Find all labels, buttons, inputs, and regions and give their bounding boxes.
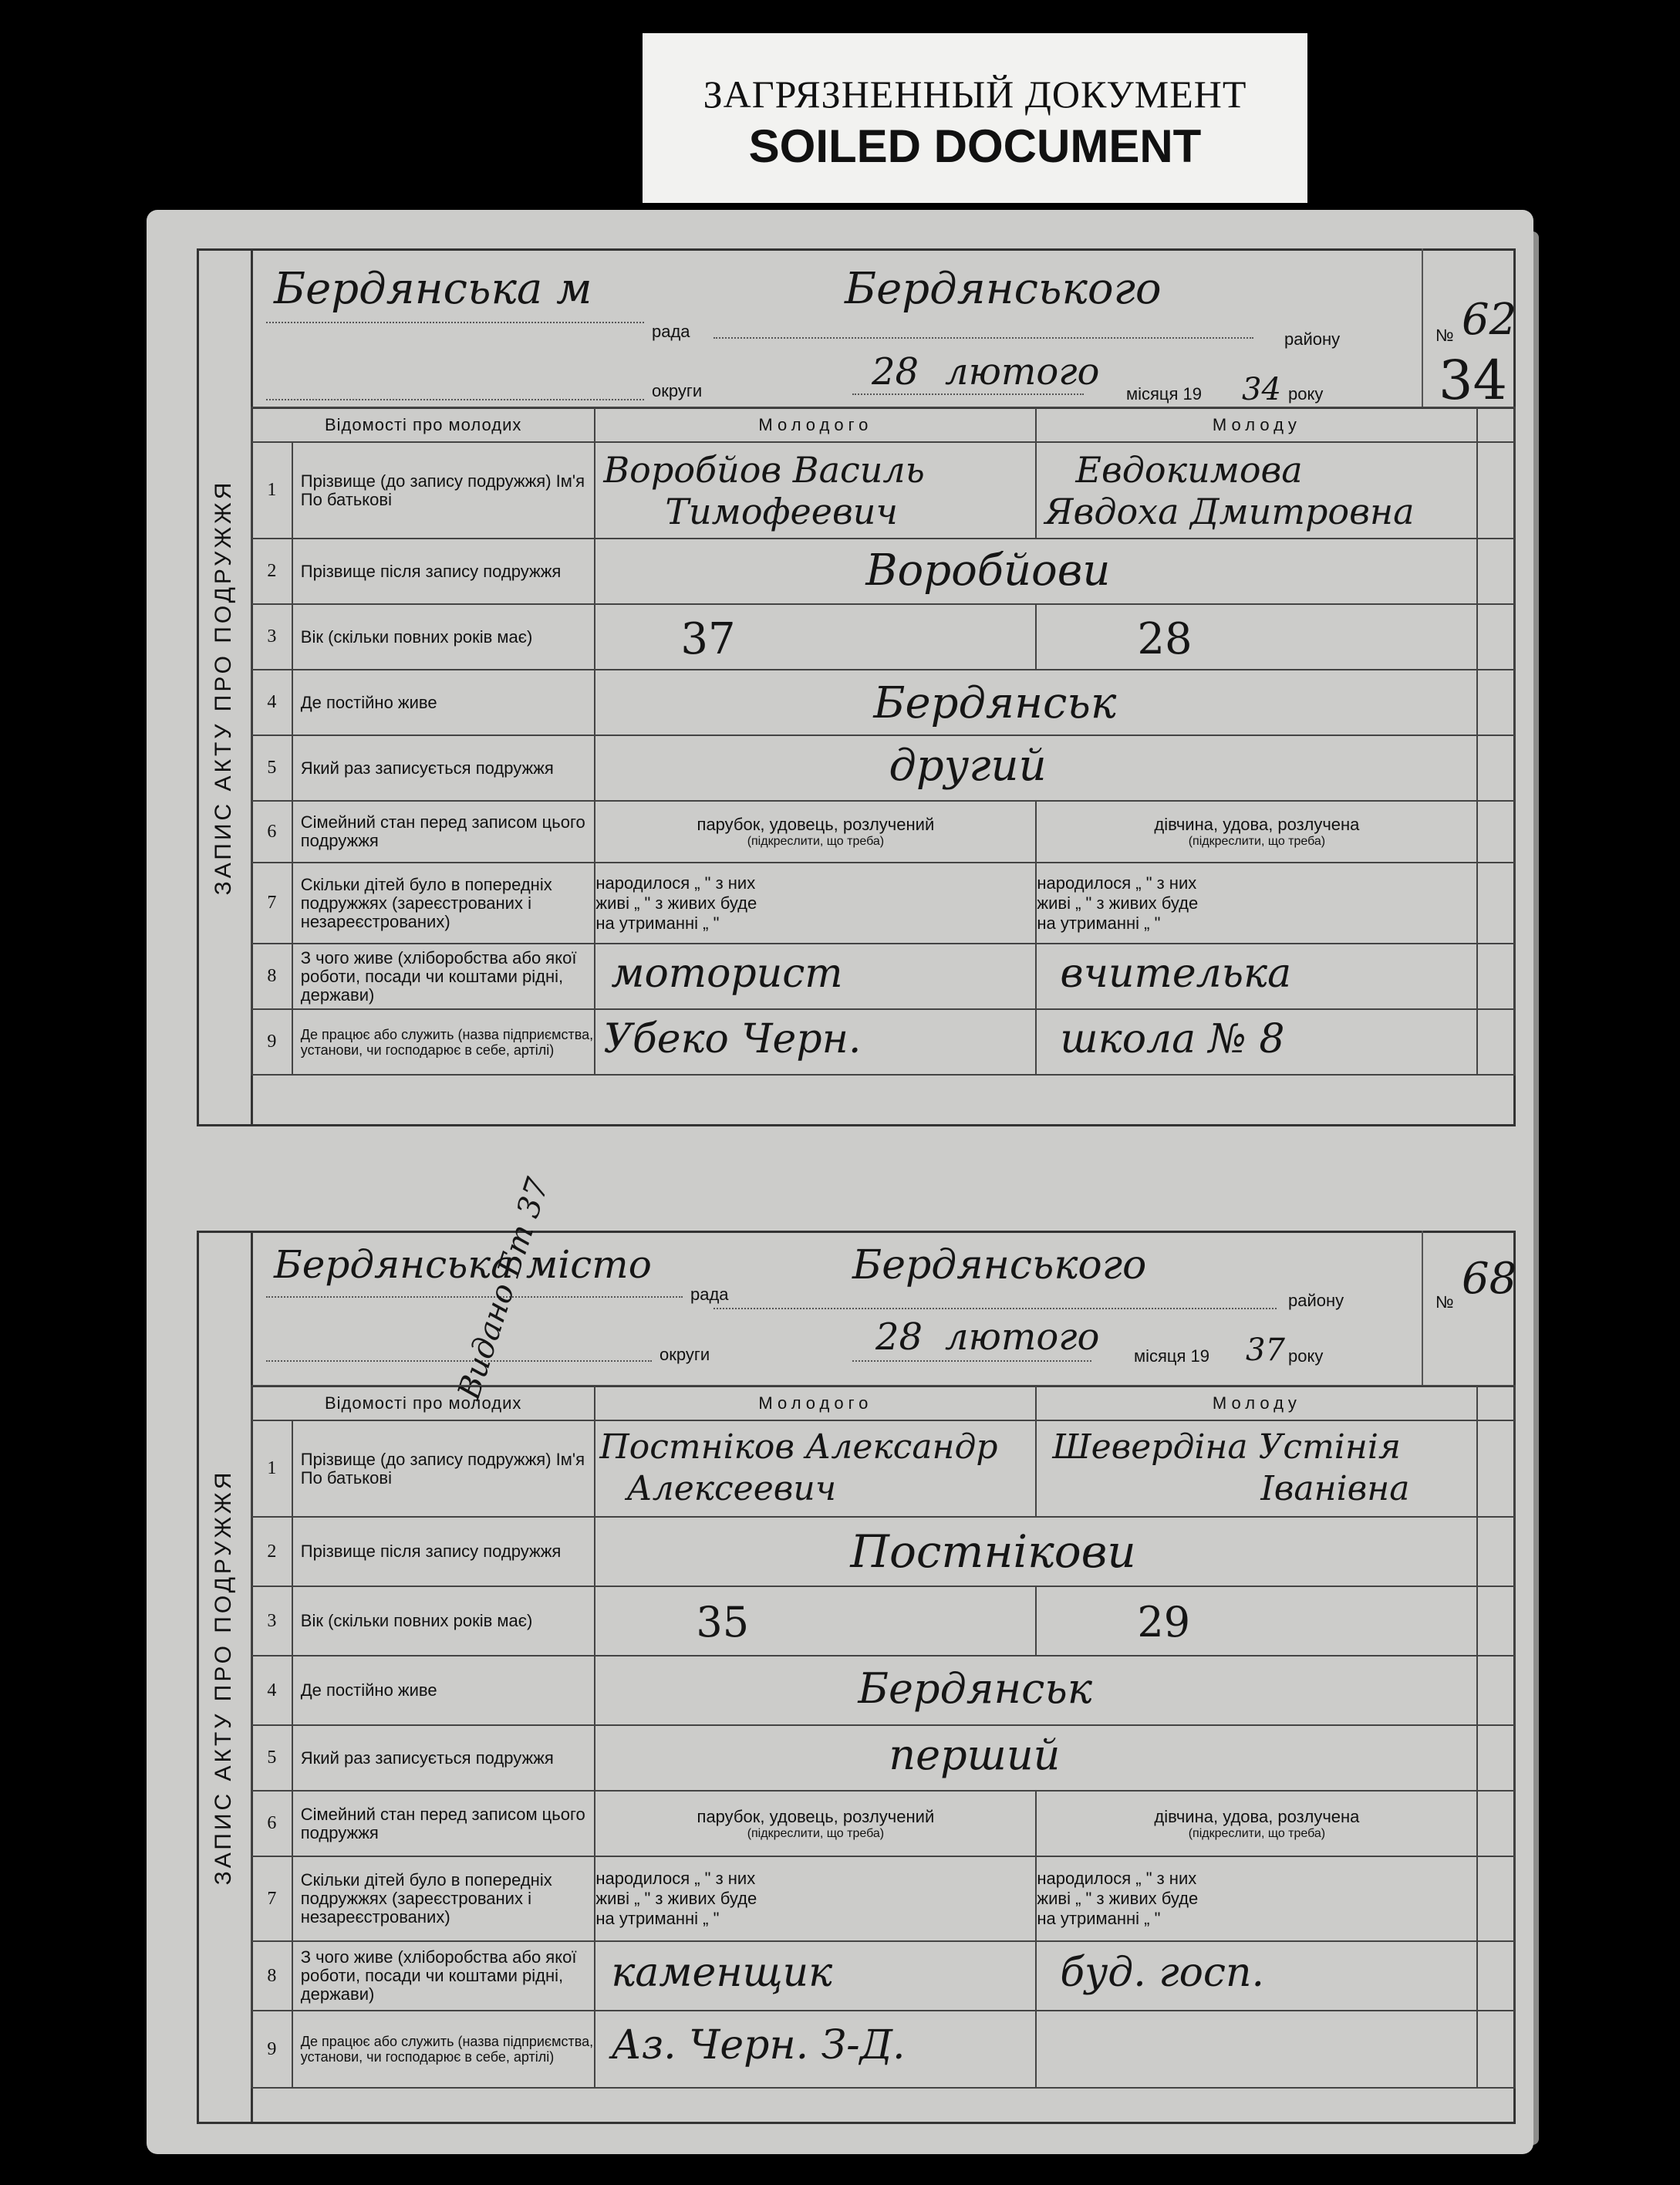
rayonu-label: району (1288, 1291, 1344, 1310)
bride-column-header: Молоду (1036, 1386, 1477, 1420)
row1-label: Прізвище (до запису подружжя) Ім'я По батькові (292, 1420, 595, 1517)
dotline (266, 399, 644, 400)
row-number: 3 (251, 604, 292, 670)
row6-label: Сімейний стан перед записом цього подружжя (292, 801, 595, 863)
row-number: 9 (251, 2011, 292, 2088)
margin-column (1477, 1725, 1515, 1791)
margin-column (1477, 1791, 1515, 1856)
number-value: 68 (1462, 1254, 1517, 1304)
groom-work: Аз. Черн. З-Д. (611, 2022, 906, 2068)
month-value: лютого (945, 350, 1100, 393)
groom-age: 35 (696, 1598, 750, 1646)
marriage-record-1 (197, 248, 1516, 1126)
groom-column-header: Молодого (595, 407, 1036, 442)
surname-after-cell (595, 539, 1477, 604)
row-number: 6 (251, 801, 292, 863)
bride-name: Іванівна (1260, 1469, 1410, 1508)
row9-label: Де працює або служить (назва підприємства, установи, чи господарює в себе, артілі) (292, 1009, 595, 1075)
number-label: № (1435, 326, 1454, 345)
dotline (266, 1360, 652, 1362)
row-number: 1 (251, 442, 292, 539)
margin-column (1477, 801, 1515, 863)
bride-work: школа № 8 (1060, 1016, 1285, 1062)
residence-cell (595, 670, 1477, 735)
stamp-russian: ЗАГРЯЗНЕННЫЙ ДОКУМЕНТ (703, 73, 1247, 116)
record-sidebar (197, 1231, 253, 2124)
margin-column (1477, 442, 1515, 539)
bride-column-header: Молоду (1036, 407, 1477, 442)
district-value: Бердянського (845, 264, 1162, 314)
sidebar-title: ЗАПИС АКТУ ПРО ПОДРУЖЖЯ (211, 1469, 236, 1886)
margin-column (1477, 1009, 1515, 1075)
groom-patronymic: Алексеевич (626, 1469, 837, 1508)
children-alive: живі „ " з живих буде (1037, 893, 1199, 913)
children-alive: живі „ " з живих буде (595, 1889, 757, 1908)
vidomosti-header: Відомості про молодих (251, 407, 595, 442)
row1-label: Прізвище (до запису подружжя) Ім'я По батькові (292, 442, 595, 539)
place-value: Бердянська місто (274, 1242, 652, 1287)
bride-age-cell (1036, 604, 1477, 670)
row7-label: Скільки дітей було в попередніх подружжях (зареєстрованих і незареєстрованих) (292, 1856, 595, 1941)
groom-occupation-cell (595, 944, 1036, 1009)
row4-label: Де постійно живе (292, 1656, 595, 1725)
row8-label: З чого живе (хліборобства або якої роботи, посади чи коштами рідні, держави) (292, 944, 595, 1009)
row8-label: З чого живе (хліборобства або якої роботи, посади чи коштами рідні, держави) (292, 1941, 595, 2011)
month-value: лютого (945, 1315, 1100, 1359)
groom-occupation: каменщик (611, 1950, 833, 1996)
dotline (852, 1360, 1091, 1362)
groom-name-cell (595, 442, 1036, 539)
row2-label: Прізвище після запису подружжя (292, 1517, 595, 1586)
record-table (251, 1385, 1516, 2089)
day-value: 28 (875, 1315, 923, 1359)
row6-label: Сімейний стан перед записом цього подружжя (292, 1791, 595, 1856)
groom-work-cell (595, 2011, 1036, 2088)
children-supported: на утриманні „ " (595, 1909, 720, 1928)
bride-status-cell (1036, 801, 1477, 863)
bride-status-hint: (підкреслити, що треба) (1188, 835, 1326, 848)
bride-occupation: буд. госп. (1060, 1950, 1265, 1996)
row4-label: Де постійно живе (292, 670, 595, 735)
row-number: 5 (251, 1725, 292, 1791)
margin-column (1477, 2011, 1515, 2088)
side-note: Видано Бт 37 (451, 1174, 556, 1404)
bride-age: 29 (1137, 1598, 1191, 1646)
groom-children-cell (595, 863, 1036, 944)
bride-surname: Евдокимова (1075, 449, 1303, 491)
bride-status-options: дівчина, удова, розлучена (1154, 815, 1360, 834)
month-label: місяця 19 (1134, 1346, 1210, 1366)
bride-children-cell (1036, 1856, 1477, 1941)
row-number: 4 (251, 670, 292, 735)
margin-column (1477, 1656, 1515, 1725)
residence: Бердянськ (873, 678, 1117, 728)
bride-status-hint: (підкреслити, що треба) (1188, 1826, 1326, 1840)
bride-status-options: дівчина, удова, розлучена (1154, 1806, 1360, 1826)
bride-name-cell (1036, 1420, 1477, 1517)
vidomosti-header: Відомості про молодих (251, 1386, 595, 1420)
row7-label: Скільки дітей було в попередніх подружжях (зареєстрованих і незареєстрованих) (292, 863, 595, 944)
groom-age-cell (595, 604, 1036, 670)
record-table (251, 407, 1516, 1076)
number-box (1422, 1231, 1516, 1385)
district-value: Бердянського (852, 1242, 1147, 1288)
margin-column (1477, 604, 1515, 670)
sidebar-title: ЗАПИС АКТУ ПРО ПОДРУЖЖЯ (211, 479, 236, 896)
row9-label: Де працює або служить (назва підприємства, установи, чи господарює в себе, артілі) (292, 2011, 595, 2088)
groom-name: Постніков Александр (599, 1427, 998, 1467)
groom-children-cell (595, 1856, 1036, 1941)
rada-label: рада (652, 322, 690, 341)
children-supported: на утриманні „ " (1037, 1909, 1161, 1928)
bride-occupation-cell (1036, 1941, 1477, 2011)
margin-column (1477, 1941, 1515, 2011)
bride-surname: Шевердіна Устінія (1052, 1427, 1402, 1467)
bride-occupation: вчителька (1060, 951, 1292, 997)
margin-column (1477, 735, 1515, 801)
times-value: другий (889, 741, 1047, 791)
row-number: 7 (251, 863, 292, 944)
groom-status-cell (595, 1791, 1036, 1856)
margin-column (1477, 539, 1515, 604)
margin-column (1477, 1420, 1515, 1517)
times-cell (595, 735, 1477, 801)
row-number: 4 (251, 1656, 292, 1725)
children-born: народилося „ " з них (595, 873, 756, 893)
row3-label: Вік (скільки повних років має) (292, 1586, 595, 1656)
margin-column (1477, 863, 1515, 944)
groom-status-options: парубок, удовець, розлучений (697, 815, 935, 834)
children-alive: живі „ " з живих буде (1037, 1889, 1199, 1908)
margin-column (1477, 944, 1515, 1009)
groom-name-cell (595, 1420, 1036, 1517)
stamp-english: SOILED DOCUMENT (748, 120, 1202, 172)
children-born: народилося „ " з них (1037, 873, 1197, 893)
times-cell (595, 1725, 1477, 1791)
bride-children-cell (1036, 863, 1477, 944)
groom-status-options: парубок, удовець, розлучений (697, 1806, 935, 1826)
times-value: перший (889, 1731, 1061, 1779)
groom-column-header: Молодого (595, 1386, 1036, 1420)
record-header (251, 248, 1517, 412)
day-value: 28 (872, 350, 919, 393)
margin-column (1477, 407, 1515, 442)
row-number: 9 (251, 1009, 292, 1075)
children-supported: на утриманні „ " (1037, 913, 1161, 933)
number-value: 62 (1462, 295, 1517, 345)
year-value: 37 (1246, 1332, 1285, 1368)
margin-column (1477, 670, 1515, 735)
roku-label: року (1288, 384, 1324, 404)
bride-status-cell (1036, 1791, 1477, 1856)
okrugy-label: округи (652, 381, 703, 400)
bride-work-cell (1036, 1009, 1477, 1075)
children-born: народилося „ " з них (1037, 1869, 1197, 1888)
place-value: Бердянська м (274, 264, 592, 314)
row5-label: Який раз записується подружжя (292, 735, 595, 801)
marriage-record-2 (197, 1174, 1517, 2124)
bride-name-cell (1036, 442, 1477, 539)
row5-label: Який раз записується подружжя (292, 1725, 595, 1791)
residence: Бердянськ (858, 1664, 1093, 1713)
number-box (1422, 248, 1517, 412)
groom-status-hint: (підкреслити, що треба) (747, 835, 885, 848)
row-number: 6 (251, 1791, 292, 1856)
dotline (266, 1296, 683, 1298)
year-value: 34 (1242, 372, 1281, 407)
children-born: народилося „ " з них (595, 1869, 756, 1888)
groom-work-cell (595, 1009, 1036, 1075)
margin-column (1477, 1856, 1515, 1941)
surname-after: Воробйови (865, 545, 1111, 596)
groom-occupation: моторист (611, 951, 843, 997)
rada-label: рада (690, 1285, 729, 1304)
soiled-document-stamp (643, 33, 1307, 203)
margin-column (1477, 1517, 1515, 1586)
record-sidebar (197, 248, 253, 1126)
bride-age-cell (1036, 1586, 1477, 1656)
groom-status-hint: (підкреслити, що треба) (747, 1826, 885, 1840)
bride-age: 28 (1137, 614, 1193, 664)
margin-column (1477, 1586, 1515, 1656)
number-label: № (1435, 1292, 1454, 1312)
roku-label: року (1288, 1346, 1324, 1366)
groom-work: Убеко Черн. (603, 1016, 862, 1062)
okrugy-label: округи (660, 1345, 710, 1364)
row-number: 2 (251, 1517, 292, 1586)
groom-occupation-cell (595, 1941, 1036, 2011)
dotline (852, 393, 1084, 395)
groom-name: Воробйов Василь (603, 449, 925, 491)
row3-label: Вік (скільки повних років має) (292, 604, 595, 670)
margin-column (1477, 1386, 1515, 1420)
row-number: 7 (251, 1856, 292, 1941)
row-number: 2 (251, 539, 292, 604)
groom-status-cell (595, 801, 1036, 863)
bride-occupation-cell (1036, 944, 1477, 1009)
month-label: місяця 19 (1126, 384, 1203, 404)
dotline (713, 337, 1253, 339)
residence-cell (595, 1656, 1477, 1725)
row-number: 8 (251, 944, 292, 1009)
bride-work-cell (1036, 2011, 1477, 2088)
surname-after-cell (595, 1517, 1477, 1586)
bride-name: Явдоха Дмитровна (1044, 491, 1415, 532)
row-number: 1 (251, 1420, 292, 1517)
number-value-2: 34 (1439, 349, 1508, 412)
groom-age: 37 (680, 614, 736, 664)
groom-patronymic: Тимофеевич (665, 491, 898, 532)
groom-age-cell (595, 1586, 1036, 1656)
surname-after: Постнікови (850, 1525, 1136, 1578)
rayonu-label: району (1284, 329, 1341, 349)
children-supported: на утриманні „ " (595, 913, 720, 933)
dotline (266, 322, 644, 323)
row2-label: Прізвище після запису подружжя (292, 539, 595, 604)
dotline (713, 1308, 1277, 1309)
children-alive: живі „ " з живих буде (595, 893, 757, 913)
row-number: 3 (251, 1586, 292, 1656)
row-number: 8 (251, 1941, 292, 2011)
row-number: 5 (251, 735, 292, 801)
